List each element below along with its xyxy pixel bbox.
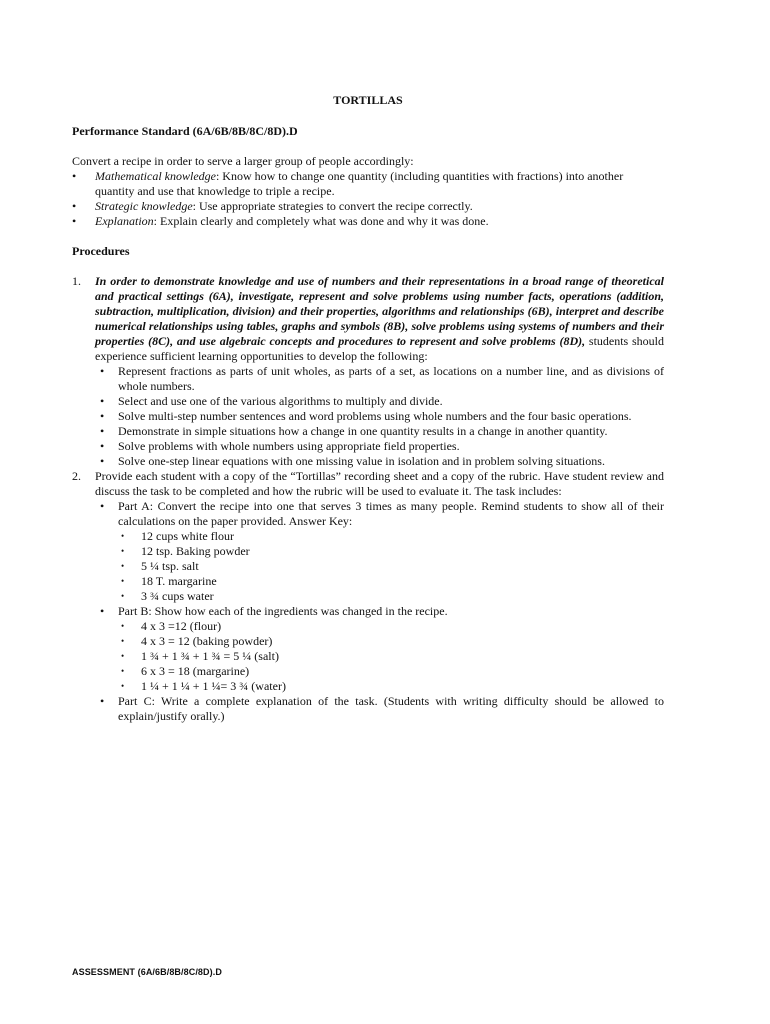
step-1-standards-text: In order to demonstrate knowledge and use of numbers and their representations in a broad range of theoretical and practical settings (6A), investigate, represent and solve problems using number facts, operations (addition, subtraction, multiplication, division) and their properties, algorithms and relationships (6B), interpret and describe numerical relationships using tables, graphs and symbols (8B), solve problems using systems of numbers and their properties (8C), and use algebraic concepts and procedures to represent and solve problems (8D), xyxy=(95,274,664,348)
intro-text: Convert a recipe in order to serve a larger group of people accordingly: xyxy=(72,154,414,168)
list-item: • 5 ¼ tsp. salt xyxy=(118,559,664,574)
bullet-text: : Explain clearly and completely what was done and why it was done. xyxy=(153,214,489,228)
bullet-term: Mathematical knowledge xyxy=(95,169,216,183)
document-page xyxy=(72,93,664,724)
part-b-text: Part B: Show how each of the ingredients was changed in the recipe. xyxy=(118,604,448,618)
step-2-parts-list xyxy=(95,499,664,724)
list-item: • 12 cups white flour xyxy=(118,529,664,544)
assessment-footer: ASSESSMENT (6A/6B/8B/8C/8D).D xyxy=(72,967,222,977)
list-item: • Demonstrate in simple situations how a change in one quantity results in a change in another quantity. xyxy=(95,424,664,439)
list-item: • 4 x 3 =12 (flour) xyxy=(118,619,664,634)
list-item: • Represent fractions as parts of unit wholes, as parts of a set, as locations on a number line, and as divisions of whole numbers. xyxy=(95,364,664,394)
part-b-calculations xyxy=(118,619,664,694)
list-item: • 3 ¾ cups water xyxy=(118,589,664,604)
list-item: • Solve one-step linear equations with one missing value in isolation and in problem solving situations. xyxy=(95,454,664,469)
list-item: • 6 x 3 = 18 (margarine) xyxy=(118,664,664,679)
step-2-text: Provide each student with a copy of the “Tortillas” recording sheet and a copy of the rubric. Have student review and discuss the task to be completed and how the rubric will be used to evaluate it. The task includes: xyxy=(95,469,664,498)
bullet-text: : Use appropriate strategies to convert the recipe correctly. xyxy=(192,199,473,213)
performance-standard-heading: Performance Standard (6A/6B/8B/8C/8D).D xyxy=(72,124,298,138)
step-number: 1. xyxy=(72,274,81,288)
list-item: • 12 tsp. Baking powder xyxy=(118,544,664,559)
list-item: • 4 x 3 = 12 (baking powder) xyxy=(118,634,664,649)
procedure-steps xyxy=(72,274,664,724)
step-1-bullet-list xyxy=(95,364,664,469)
standard-bullet-list xyxy=(72,169,664,229)
list-item: • 1 ¼ + 1 ¼ + 1 ¼= 3 ¾ (water) xyxy=(118,679,664,694)
procedure-step-2 xyxy=(72,469,664,724)
part-c xyxy=(95,694,664,724)
part-a-text: Part A: Convert the recipe into one that serves 3 times as many people. Remind students to show all of their calculations on the paper provided. Answer Key: xyxy=(118,499,664,528)
part-a-answer-key xyxy=(118,529,664,604)
list-item: • Select and use one of the various algorithms to multiply and divide. xyxy=(95,394,664,409)
list-item: • Solve problems with whole numbers using appropriate field properties. xyxy=(95,439,664,454)
document-title: TORTILLAS xyxy=(333,93,403,107)
step-number: 2. xyxy=(72,469,81,483)
list-item: • 1 ¾ + 1 ¾ + 1 ¾ = 5 ¼ (salt) xyxy=(118,649,664,664)
list-item: • Solve multi-step number sentences and word problems using whole numbers and the four basic operations. xyxy=(95,409,664,424)
part-a xyxy=(95,499,664,604)
standard-bullet-explanation xyxy=(72,214,664,229)
procedures-heading: Procedures xyxy=(72,244,130,258)
standard-bullet-mathematical-knowledge xyxy=(72,169,664,199)
part-c-text: Part C: Write a complete explanation of the task. (Students with writing difficulty should be allowed to explain/justify orally.) xyxy=(118,694,664,723)
list-item: • 18 T. margarine xyxy=(118,574,664,589)
bullet-term: Explanation xyxy=(95,214,154,228)
standard-bullet-strategic-knowledge xyxy=(72,199,664,214)
step-1-plain-text: students should experience sufficient learning opportunities to develop the following: xyxy=(95,334,664,363)
part-b xyxy=(95,604,664,694)
bullet-text: : Know how to change one quantity (including quantities with fractions) into another quantity and use that knowledge to triple a recipe. xyxy=(95,169,624,198)
procedure-step-1 xyxy=(72,274,664,469)
bullet-term: Strategic knowledge xyxy=(95,199,193,213)
